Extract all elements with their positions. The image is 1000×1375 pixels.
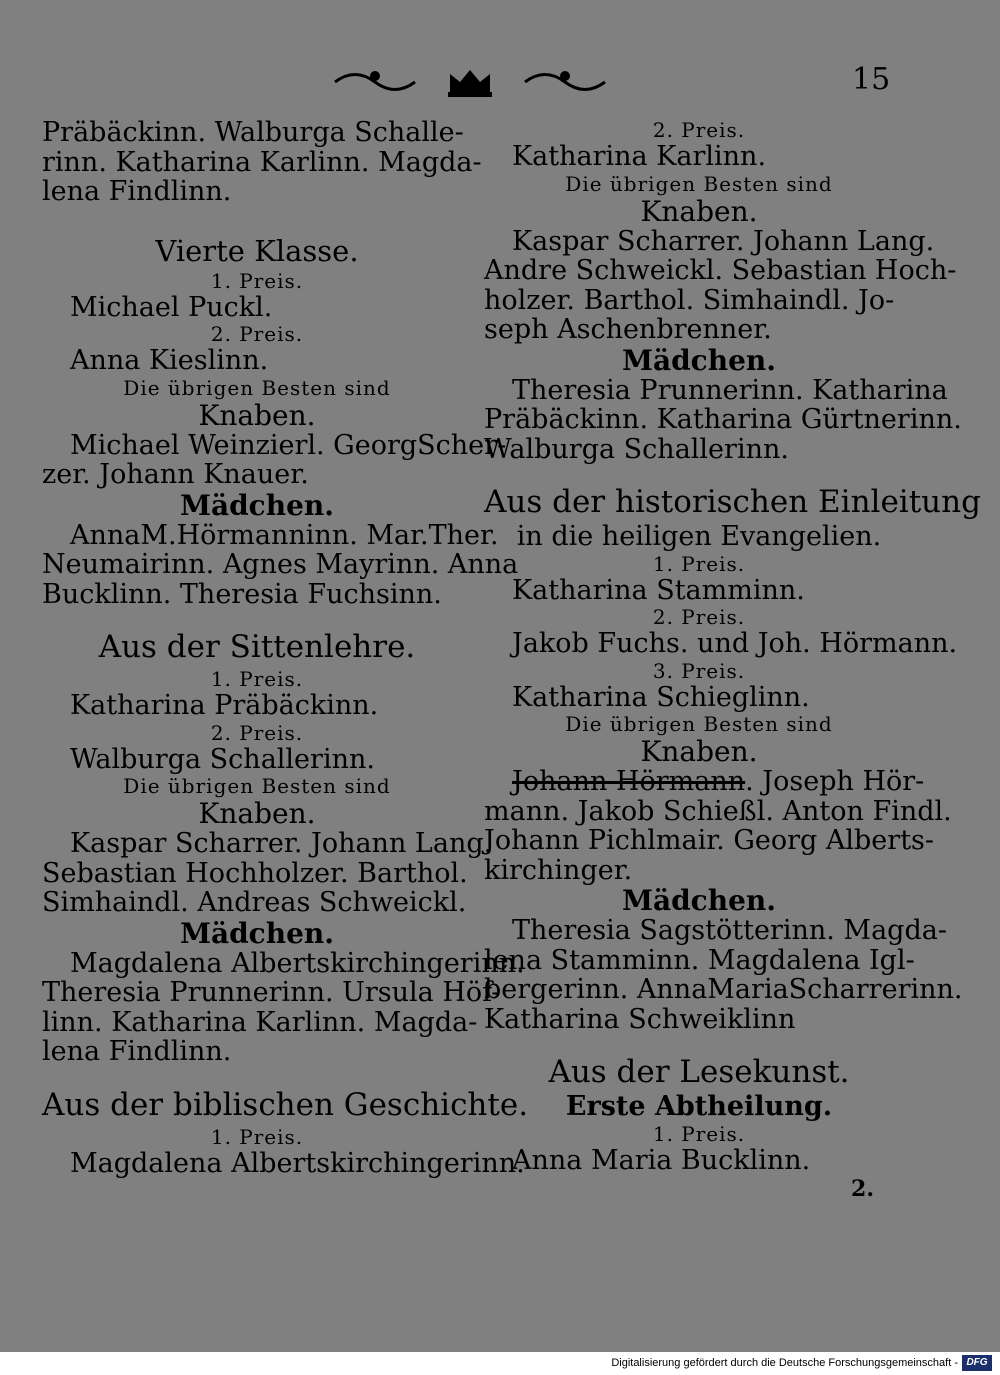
prize-name: Katharina Schieglinn. xyxy=(512,681,810,713)
text-line: holzer. Barthol. Simhaindl. Jo- xyxy=(484,284,895,316)
text-line: Simhaindl. Andreas Schweickl. xyxy=(42,887,467,918)
text-line: Theresia Prunnerinn. Ursula Höf- xyxy=(42,977,501,1008)
page-number: 15 xyxy=(852,62,891,97)
prize-label: 1. Preis. xyxy=(210,1124,304,1149)
prize-label: 1. Preis. xyxy=(652,551,746,576)
prize-label: 2. Preis. xyxy=(652,605,746,629)
catchword: 2. xyxy=(851,1176,874,1202)
prize-label: 1. Preis. xyxy=(210,667,304,691)
others-label: Die übrigen Besten sind xyxy=(123,774,391,798)
section-heading: Vierte Klasse. xyxy=(155,233,359,268)
text-line: linn. Katharina Karlinn. Magda- xyxy=(42,1006,478,1038)
text-line: zer. Johann Knauer. xyxy=(42,459,309,490)
text-line: Andre Schweickl. Sebastian Hoch- xyxy=(484,255,957,286)
text-line: Kaspar Scharrer. Johann Lang. xyxy=(70,828,493,859)
prize-name: Katharina Karlinn. xyxy=(512,141,767,172)
text-line: Kaspar Scharrer. Johann Lang. xyxy=(512,225,935,257)
right-column xyxy=(484,118,981,1205)
prize-name: Magdalena Albertskirchingerinn. xyxy=(70,1147,525,1179)
group-heading: Knaben. xyxy=(198,398,316,432)
left-column xyxy=(42,117,529,1179)
prize-name: Michael Puckl. xyxy=(70,291,273,323)
text-line: Neumairinn. Agnes Mayrinn. Anna xyxy=(42,549,519,580)
text-line: Theresia Sagstötterinn. Magda- xyxy=(512,915,947,946)
footer-credit: Digitalisierung gefördert durch die Deutsche Forschungsgemeinschaft - xyxy=(611,1357,958,1369)
text-line: Sebastian Hochholzer. Barthol. xyxy=(42,857,468,889)
others-label: Die übrigen Besten sind xyxy=(565,712,833,736)
text-line: lena Stamminn. Magdalena Igl- xyxy=(484,944,915,976)
prize-label: 1. Preis. xyxy=(210,268,304,293)
prize-label: 1. Preis. xyxy=(652,1121,746,1146)
text-line: Präbäckinn. Katharina Gürtnerinn. xyxy=(484,404,962,435)
group-heading: Knaben. xyxy=(640,194,758,228)
text-line: seph Aschenbrenner. xyxy=(484,314,772,345)
others-label: Die übrigen Besten sind xyxy=(123,375,391,400)
group-heading: Knaben. xyxy=(640,735,758,768)
text-line: kirchinger. xyxy=(484,854,633,886)
text-line: Katharina Schweiklinn xyxy=(484,1003,796,1035)
group-heading: Knaben. xyxy=(198,797,316,830)
text-line: Theresia Prunnerinn. Katharina xyxy=(512,374,948,406)
text-line: Magdalena Albertskirchingerinn. xyxy=(70,947,525,979)
prize-name: Katharina Präbäckinn. xyxy=(70,690,379,721)
text-line: AnnaM.Hörmanninn. Mar.Ther. xyxy=(70,519,499,551)
section-heading: Aus der historischen Einleitung xyxy=(484,484,981,520)
section-heading: Aus der Lesekunst. xyxy=(548,1054,850,1090)
text-line: Michael Weinzierl. GeorgScher- xyxy=(70,429,507,461)
prize-name: Katharina Stamminn. xyxy=(512,574,805,606)
section-heading: Aus der Sittenlehre. xyxy=(98,629,416,665)
section-heading: Aus der biblischen Geschichte. xyxy=(42,1086,529,1123)
prize-name: Walburga Schallerinn. xyxy=(70,743,375,775)
group-heading: Mädchen. xyxy=(621,884,777,917)
text-line: Bucklinn. Theresia Fuchsinn. xyxy=(42,578,442,610)
text-line: lena Findlinn. xyxy=(42,176,232,207)
text-line xyxy=(484,766,925,797)
prize-label: 2. Preis. xyxy=(652,118,746,142)
group-heading: Mädchen. xyxy=(179,488,335,522)
prize-label: 3. Preis. xyxy=(652,658,746,683)
section-subheading: Erste Abtheilung. xyxy=(565,1091,833,1122)
text-line: Walburga Schallerinn. xyxy=(484,433,789,465)
footer-bar xyxy=(0,1352,1000,1375)
text-fragment: . Joseph Hör- xyxy=(745,766,925,797)
prize-name: Anna Maria Bucklinn. xyxy=(512,1144,811,1176)
ornament-crown-icon xyxy=(330,62,610,102)
text-line: Johann Pichlmair. Georg Alberts- xyxy=(484,825,935,856)
prize-label: 2. Preis. xyxy=(210,322,304,346)
text-line: bergerinn. AnnaMariaScharrerinn. xyxy=(484,974,963,1005)
text-line: rinn. Katharina Karlinn. Magda- xyxy=(42,146,482,178)
group-heading: Mädchen. xyxy=(179,916,335,950)
text-line: Präbäckinn. Walburga Schalle- xyxy=(42,117,464,148)
others-label: Die übrigen Besten sind xyxy=(565,171,833,196)
dfg-logo: DFG xyxy=(962,1355,992,1371)
struck-name: Johann Hörmann xyxy=(512,766,746,797)
text-line: lena Findlinn. xyxy=(42,1036,232,1067)
section-subheading: in die heiligen Evangelien. xyxy=(516,521,882,552)
group-heading: Mädchen. xyxy=(621,343,777,377)
text-line: mann. Jakob Schießl. Anton Findl. xyxy=(484,795,952,827)
prize-label: 2. Preis. xyxy=(210,720,304,745)
prize-name: Anna Kieslinn. xyxy=(70,345,269,376)
prize-name: Jakob Fuchs. und Joh. Hörmann. xyxy=(512,628,958,659)
